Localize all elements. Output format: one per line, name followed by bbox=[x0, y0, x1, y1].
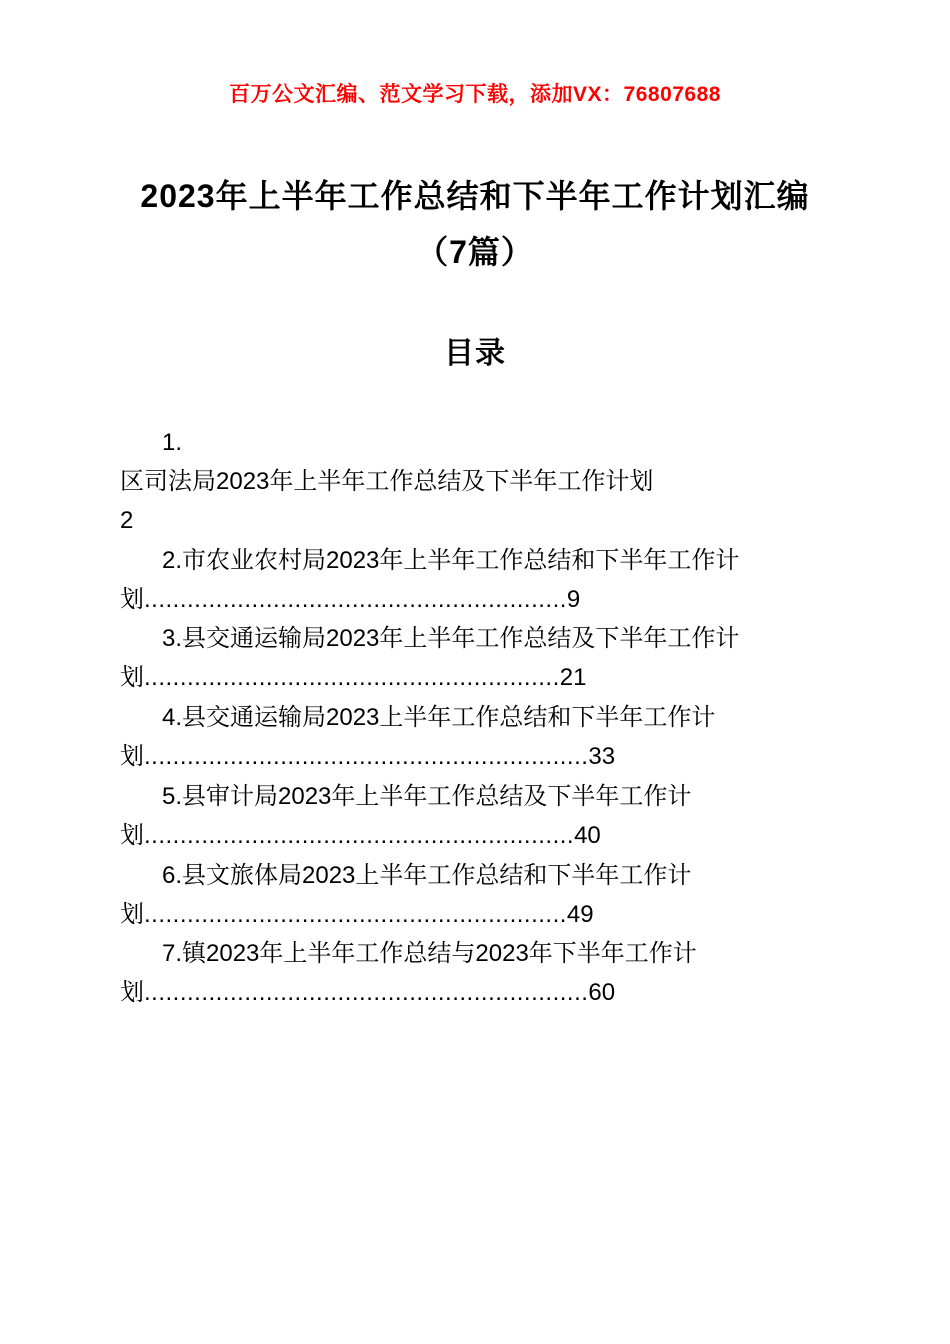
toc-entry-leader: ........................................................... bbox=[144, 585, 567, 613]
toc-entry-number: 7. bbox=[162, 940, 183, 968]
toc-entry-title: 镇2023年上半年工作总结与2023年下半年工作计划 bbox=[120, 940, 697, 1007]
toc-entry[interactable] bbox=[120, 778, 830, 856]
toc-entry-leader: ............................................................ bbox=[144, 821, 575, 849]
toc-entry-title: 县文旅体局2023上半年工作总结和下半年工作计划 bbox=[120, 861, 692, 928]
toc-entry-number: 6. bbox=[162, 861, 183, 889]
toc-entry-page: 40 bbox=[574, 821, 601, 849]
toc-entry-leader: .............................................................. bbox=[144, 979, 589, 1007]
toc-entry-leader: .............................................................. bbox=[144, 743, 589, 770]
toc-heading: 目录 bbox=[444, 337, 506, 370]
toc-entry[interactable] bbox=[120, 857, 830, 935]
toc-entry-number: 1. bbox=[162, 429, 183, 456]
toc-entry-number: 5. bbox=[162, 782, 183, 810]
toc-entry-number: 3. bbox=[162, 625, 183, 653]
toc-entry[interactable] bbox=[120, 699, 830, 777]
toc-entry-title: 市农业农村局2023年上半年工作总结和下半年工作计划 bbox=[120, 546, 740, 613]
table-of-contents bbox=[120, 372, 830, 1013]
toc-entry[interactable] bbox=[120, 620, 830, 698]
toc-entry-title: 县交通运输局2023上半年工作总结和下半年工作计划 bbox=[120, 704, 716, 770]
toc-entry-page: 33 bbox=[588, 743, 616, 770]
toc-entry-number: 2. bbox=[162, 546, 183, 574]
page-title: 2023年上半年工作总结和下半年工作计划汇编（7篇） bbox=[140, 178, 810, 270]
toc-entry-page: 9 bbox=[566, 585, 581, 613]
toc-entry-title: 县交通运输局2023年上半年工作总结及下半年工作计划 bbox=[120, 625, 740, 692]
toc-entry-page: 49 bbox=[566, 900, 594, 928]
toc-entry-page: 60 bbox=[588, 979, 616, 1007]
toc-entry-leader: .......................................................... bbox=[144, 664, 560, 692]
toc-entry-page: 2 bbox=[120, 506, 134, 534]
toc-entry-title: 区司法局2023年上半年工作总结及下半年工作计划 bbox=[120, 467, 654, 495]
toc-entry-leader: ........................................................... bbox=[144, 900, 567, 928]
watermark-text: 百万公文汇编、范文学习下载，添加VX：76807688 bbox=[229, 83, 721, 106]
toc-entry[interactable] bbox=[120, 542, 830, 620]
toc-entry-page: 21 bbox=[559, 664, 587, 692]
toc-entry-title: 县审计局2023年上半年工作总结及下半年工作计划 bbox=[120, 782, 692, 849]
toc-entry-number: 4. bbox=[162, 704, 183, 732]
toc-entry[interactable] bbox=[120, 935, 830, 1013]
toc-entry[interactable] bbox=[120, 424, 830, 541]
